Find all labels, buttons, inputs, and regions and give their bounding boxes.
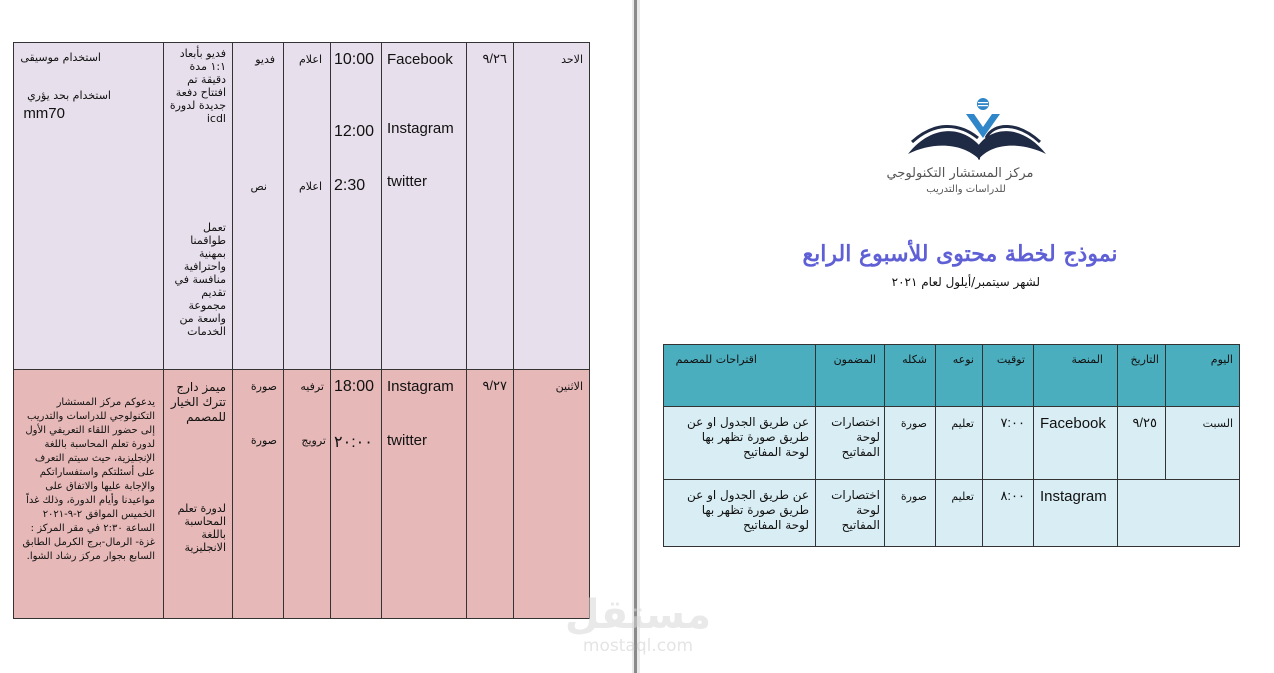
time-cell [983, 480, 1034, 547]
time-cell [331, 370, 382, 619]
table-row [664, 480, 1240, 547]
format-text: صورة [900, 417, 927, 430]
type-text: ترفيه [300, 380, 324, 393]
content-cell [816, 407, 885, 480]
date-cell [1118, 407, 1166, 480]
day-cell [514, 43, 590, 370]
content-cell [816, 480, 885, 547]
table-row [14, 370, 590, 619]
suggestion-text: عن طريق الجدول او عن طريق صورة تظهر بها لوحة المفاتيح [686, 488, 809, 532]
plan-table [663, 344, 1240, 547]
document-subtitle: لشهر سيتمبر/أيلول لعام ٢٠٢١ [891, 275, 1040, 289]
type-text: اعلام [299, 180, 322, 193]
time-cell [331, 43, 382, 370]
platform-text: Instagram [387, 120, 454, 137]
table-row [14, 43, 590, 370]
left-page [0, 0, 632, 673]
suggestion-text: يدعوكم مركز المستشار التكنولوجي للدراسات والتدريب إلى حضور اللقاء التعريفي الأول لدورة تعلم المحاسبة باللغة الإنجليزية، حيث سيتم التعرف على أسئلتكم واستفساراتكم والإجابة عليها والاتفاق على مواعيدنا وأيام الدورة، وذلك غداً الخميس الموافق ٢-٩-٢٠٢١ الساعة ٢:٣٠ في مقر المركز : غزة- الرمال-برج الكرمل الطابق السابع بجوار مركز رشاد الشوا. [22, 397, 155, 562]
time-cell [983, 407, 1034, 480]
date-cell [467, 370, 514, 619]
time-text: 18:00 [334, 378, 375, 395]
date-text: ٩/٢٥ [1132, 415, 1157, 430]
type-cell [936, 407, 983, 480]
header-cell [885, 345, 936, 407]
day-date-cell [1118, 480, 1240, 547]
suggestion-cell [14, 43, 164, 370]
type-text: ترويج [301, 434, 326, 447]
type-text: تعليم [951, 417, 974, 430]
suggestion-text: استخدام بحد يؤري [27, 89, 111, 102]
header-label: نوعه [952, 353, 974, 366]
suggestion-cell [14, 370, 164, 619]
suggestion-cell [664, 480, 816, 547]
right-page [640, 0, 1274, 673]
format-cell [885, 407, 936, 480]
watermark-ar: مستقل [564, 592, 712, 638]
header-cell [816, 345, 885, 407]
header-label: توقيت [996, 353, 1025, 366]
platform-text: twitter [387, 173, 428, 190]
type-cell [936, 480, 983, 547]
content-text: ميمز دارج تترك الخيار للمصمم [170, 380, 226, 424]
format-cell [233, 370, 284, 619]
header-label: التاريخ [1130, 353, 1159, 366]
suggestion-text: عن طريق الجدول او عن طريق صورة تظهر بها لوحة المفاتيح [686, 415, 809, 459]
format-cell [233, 43, 284, 370]
platform-text: Instagram [1040, 488, 1107, 505]
day-text: الاثنين [555, 380, 583, 393]
type-text: اعلام [299, 53, 322, 66]
day-cell [1166, 407, 1240, 480]
time-text: ٧:٠٠ [1000, 415, 1025, 430]
table-row [664, 407, 1240, 480]
format-text: صورة [250, 380, 277, 393]
suggestion-text: استخدام موسيقى [20, 51, 101, 64]
header-label: المضمون [833, 353, 876, 366]
header-cell [1166, 345, 1240, 407]
format-text: صورة [250, 434, 277, 447]
time-text: 2:30 [334, 177, 366, 194]
header-label: المنصة [1071, 353, 1103, 366]
day-text: السبت [1202, 417, 1233, 430]
header-cell [983, 345, 1034, 407]
document-title: نموذج لخطة محتوى للأسبوع الرابع [802, 241, 1118, 267]
logo-tagline: للدراسات والتدريب [926, 184, 1006, 195]
format-text: صورة [900, 490, 927, 503]
header-cell [1034, 345, 1118, 407]
format-text: فديو [255, 53, 275, 66]
time-text: ٨:٠٠ [1000, 488, 1025, 503]
time-text: 10:00 [334, 51, 375, 68]
content-text: اختصارات لوحة المفاتيح [831, 488, 880, 532]
watermark [558, 592, 718, 664]
header-cell [1118, 345, 1166, 407]
platform-text: twitter [387, 432, 428, 449]
continued-plan-table [13, 42, 590, 619]
content-text: لدورة تعلم المحاسبة باللغة الانجليزية [177, 502, 226, 554]
suggestion-text: mm70 [23, 105, 65, 122]
platform-cell [1034, 480, 1118, 547]
date-text: ٩/٢٧ [482, 378, 507, 393]
day-text: الاحد [561, 53, 583, 66]
page-divider [632, 0, 640, 673]
platform-cell [1034, 407, 1118, 480]
suggestion-cell [664, 407, 816, 480]
type-cell [284, 370, 331, 619]
platform-text: Facebook [1040, 415, 1106, 432]
table-header-row [664, 345, 1240, 407]
header-cell [936, 345, 983, 407]
watermark-en: mostaql.com [582, 636, 694, 656]
platform-text: Instagram [387, 378, 454, 395]
time-text: 12:00 [334, 123, 375, 140]
date-cell [467, 43, 514, 370]
format-cell [885, 480, 936, 547]
time-text: ٢٠:٠٠ [334, 434, 373, 451]
header-label: اقتراحات للمصمم [675, 353, 757, 366]
content-text: اختصارات لوحة المفاتيح [831, 415, 880, 459]
header-cell [664, 345, 816, 407]
platform-cell [382, 370, 467, 619]
content-cell [164, 43, 233, 370]
content-text: فديو بأبعاد ١:١ مدة دقيقة تم افتتاح دفعة جديدة لدورة icdl [169, 47, 226, 125]
header-label: اليوم [1210, 353, 1233, 366]
format-text: نص [250, 180, 267, 193]
day-cell [514, 370, 590, 619]
type-cell [284, 43, 331, 370]
header-label: شكله [902, 353, 927, 366]
content-cell [164, 370, 233, 619]
platform-text: Facebook [387, 51, 453, 68]
logo-name: مركز المستشار التكنولوجي [886, 166, 1034, 181]
type-text: تعليم [951, 490, 974, 503]
content-text: تعمل طواقمنا بمهنية واحترافية منافسة في تقديم مجموعة واسعة من الخدمات [174, 221, 226, 338]
date-text: ٩/٢٦ [482, 51, 507, 66]
platform-cell [382, 43, 467, 370]
